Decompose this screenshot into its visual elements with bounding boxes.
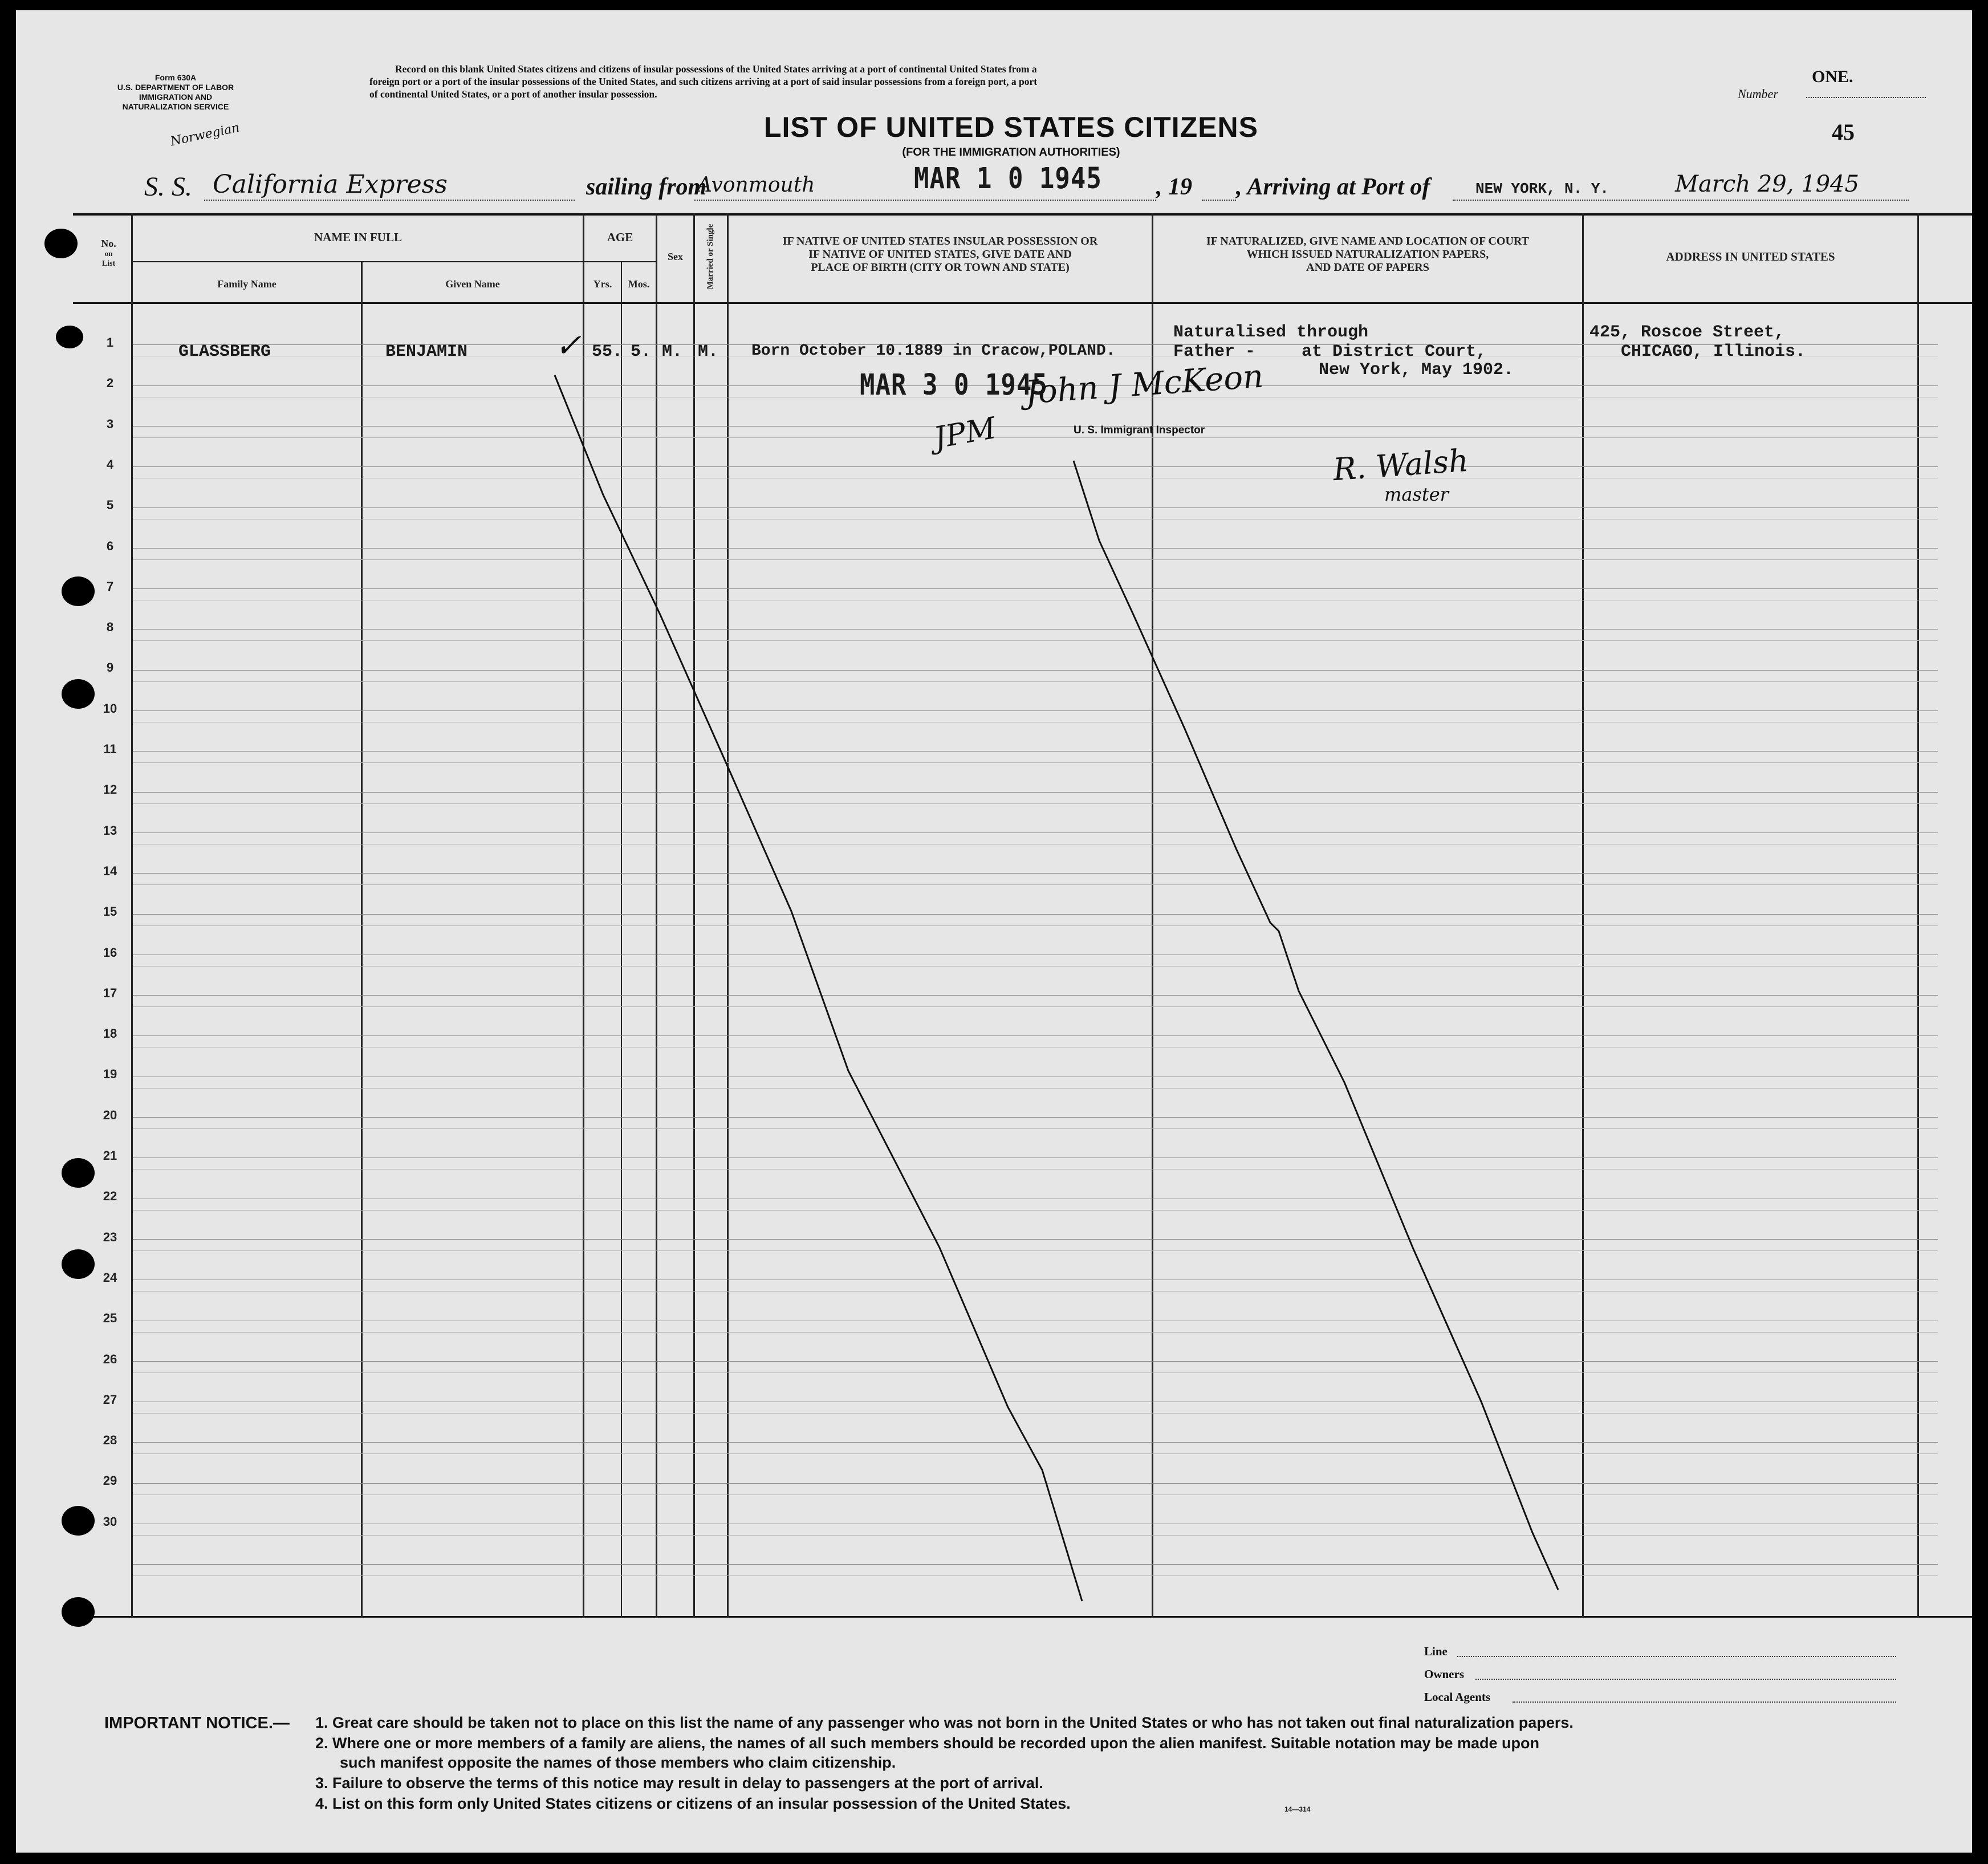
row-number: 4 — [106, 457, 114, 472]
arriving-label: , Arriving at Port of — [1236, 174, 1430, 200]
inspection-stamp: MAR 3 0 1945 — [860, 368, 1048, 402]
year-prefix: , 19 — [1156, 174, 1192, 200]
header-family-name: Family Name — [217, 278, 277, 290]
row-number: 5 — [106, 498, 114, 512]
cancellation-line-right — [1074, 461, 1558, 1590]
notice-item-2-cont: such manifest opposite the names of those members who claim citizenship. — [340, 1754, 896, 1771]
footer-owners-label: Owners — [1424, 1667, 1464, 1681]
header-address: ADDRESS IN UNITED STATES — [1666, 250, 1835, 263]
header-yrs: Yrs. — [593, 278, 612, 290]
page-number: 45 — [1832, 119, 1855, 145]
row-number: 23 — [103, 1230, 117, 1244]
row-number: 27 — [103, 1392, 117, 1407]
row-number: 26 — [103, 1352, 117, 1366]
entry-given-name: BENJAMIN — [385, 342, 468, 362]
header-on: on — [104, 249, 113, 258]
form-code: 14—314 — [1284, 1805, 1311, 1813]
row-number: 10 — [103, 701, 117, 716]
cancellation-strokes — [16, 10, 1972, 1853]
arrival-port: NEW YORK, N. Y. — [1475, 180, 1609, 197]
footer-agents-label: Local Agents — [1424, 1690, 1491, 1704]
ship-name: California Express — [213, 170, 448, 199]
entry-sex: M. — [662, 342, 683, 362]
footer-agents-field — [1513, 1701, 1896, 1703]
header-sex: Sex — [668, 251, 683, 262]
footer-line-field — [1457, 1656, 1896, 1657]
row-number: 9 — [106, 660, 114, 675]
row-number: 2 — [106, 376, 114, 390]
entry-naturalized-line-3: New York, May 1902. — [1319, 360, 1514, 380]
number-label: Number — [1738, 87, 1778, 101]
department: U.S. DEPARTMENT OF LABOR — [117, 83, 234, 92]
row-number: 19 — [103, 1067, 117, 1081]
departure-stamp: MAR 1 0 1945 — [914, 162, 1102, 196]
row-number: 16 — [103, 945, 117, 960]
entry-family-name: GLASSBERG — [178, 342, 271, 362]
manifest-sheet — [16, 10, 1972, 1853]
header-naturalized-line-3: AND DATE OF PAPERS — [1306, 261, 1429, 274]
agency-line-1: IMMIGRATION AND — [139, 92, 213, 101]
header-name-in-full: NAME IN FULL — [314, 230, 402, 244]
row-number: 12 — [103, 782, 117, 797]
form-number: Form 630A — [155, 73, 197, 82]
notice-item-4: 4. List on this form only United States citizens or citizens of an insular possession of the United States. — [315, 1795, 1071, 1812]
header-naturalized-line-2: WHICH ISSUED NATURALIZATION PAPERS, — [1246, 248, 1489, 261]
row-number: 7 — [106, 579, 114, 594]
entry-age-years: 55. — [592, 342, 623, 362]
entry-age-months: 5. — [631, 342, 652, 362]
header-no: No. — [101, 238, 116, 249]
master-signature: R. Walsh — [1332, 442, 1470, 488]
ss-label: S. S. — [144, 172, 192, 202]
entry-naturalized-line-1: Naturalised through — [1173, 323, 1369, 342]
notice-item-2: 2. Where one or more members of a family are aliens, the names of all such members should be recorded upon the alien manifest. Suitable notation may be made upon — [315, 1735, 1540, 1752]
agency-line-2: NATURALIZATION SERVICE — [122, 102, 229, 111]
header-married-or-single: Married or Single — [706, 224, 715, 290]
entry-naturalized-line-2b: at District Court, — [1302, 342, 1487, 362]
handwritten-note: Norwegian — [169, 120, 241, 149]
header-naturalized-line-1: IF NATURALIZED, GIVE NAME AND LOCATION OF COURT — [1206, 235, 1529, 247]
row-number: 1 — [106, 335, 114, 350]
row-number: 28 — [103, 1433, 117, 1447]
entry-naturalized-line-2a: Father - — [1173, 342, 1256, 362]
arrival-date: March 29, 1945 — [1675, 171, 1859, 197]
notice-item-1: 1. Great care should be taken not to place on this list the name of any passenger who was not born in the United States or who has not taken out final naturalization papers. — [315, 1714, 1574, 1731]
cancellation-line-left — [555, 375, 1082, 1601]
inspector-signature: John J McKeon — [1024, 358, 1265, 412]
list-number: ONE. — [1812, 67, 1853, 86]
intro-line-2: foreign port or a port of the insular possessions of the United States, and such citizens arriving at a port of said insular possessions from a foreign port, a port — [369, 76, 1038, 87]
row-number: 15 — [103, 904, 117, 919]
header-list: List — [101, 259, 116, 268]
row-number: 17 — [103, 986, 117, 1000]
header-birth-line-1: IF NATIVE OF UNITED STATES INSULAR POSSESSION OR — [782, 235, 1098, 247]
header-age: AGE — [607, 230, 633, 244]
footer-owners-field — [1475, 1679, 1896, 1680]
page-subtitle: (FOR THE IMMIGRATION AUTHORITIES) — [902, 146, 1120, 159]
row-number: 30 — [103, 1514, 117, 1529]
entry-address-line-1: 425, Roscoe Street, — [1589, 323, 1785, 342]
entry-married: M. — [698, 342, 719, 362]
entry-check-mark: ✓ — [555, 327, 582, 364]
row-number: 13 — [103, 823, 117, 838]
row-number: 24 — [103, 1270, 117, 1285]
row-number: 14 — [103, 864, 117, 878]
header-birth-line-3: PLACE OF BIRTH (CITY OR TOWN AND STATE) — [811, 261, 1070, 274]
departure-port: Avonmouth — [697, 173, 815, 197]
intro-line-3: of continental United States, or a port of another insular possession. — [369, 88, 657, 100]
header-birth-line-2: IF NATIVE OF UNITED STATES, GIVE DATE AND — [808, 248, 1072, 261]
header-mos: Mos. — [628, 278, 650, 290]
inspector-initials: JPM — [931, 411, 999, 456]
sailing-label: sailing from — [586, 174, 707, 200]
row-number: 8 — [106, 620, 114, 634]
footer-line-label: Line — [1424, 1644, 1448, 1658]
row-number: 6 — [106, 539, 114, 553]
row-number: 20 — [103, 1108, 117, 1122]
page-title: LIST OF UNITED STATES CITIZENS — [763, 111, 1259, 143]
row-number: 25 — [103, 1311, 117, 1325]
row-number: 3 — [106, 417, 114, 431]
header-given-name: Given Name — [445, 278, 500, 290]
row-number: 21 — [103, 1148, 117, 1163]
entry-address-line-2: CHICAGO, Illinois. — [1621, 342, 1806, 362]
row-number: 11 — [103, 742, 117, 756]
row-number: 18 — [103, 1026, 117, 1041]
master-signature-title: master — [1384, 484, 1449, 505]
notice-heading: IMPORTANT NOTICE.— — [104, 1714, 290, 1732]
entry-birth: Born October 10.1889 in Cracow,POLAND. — [751, 342, 1116, 360]
row-number: 22 — [103, 1189, 117, 1203]
notice-item-3: 3. Failure to observe the terms of this notice may result in delay to passengers at the port of arrival. — [315, 1774, 1043, 1792]
intro-line-1: Record on this blank United States citizens and citizens of insular possessions of the United States arriving at a port of continental United States from a — [395, 63, 1037, 75]
row-number: 29 — [103, 1473, 117, 1488]
inspector-label: U. S. Immigrant Inspector — [1074, 424, 1205, 436]
